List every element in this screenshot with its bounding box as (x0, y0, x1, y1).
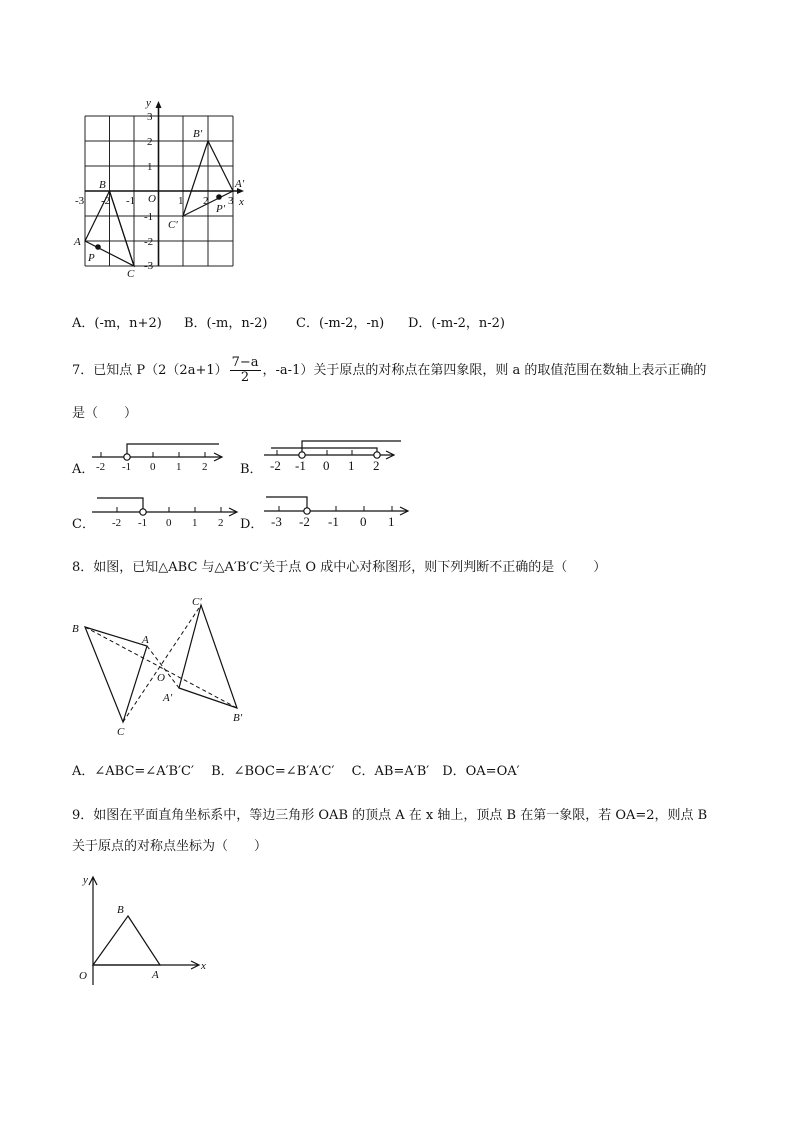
q6-point-p1 (216, 194, 222, 200)
q6-y-label: y (146, 97, 151, 109)
q6-option-b[interactable]: B．(-m，n-2) (184, 316, 268, 331)
q6-origin-label: O (148, 193, 156, 205)
q6-label-a: A (74, 236, 81, 248)
svg-text:-2: -2 (112, 517, 122, 529)
svg-text:1: 1 (176, 461, 182, 473)
q7-number-line-c[interactable] (90, 494, 240, 530)
q6-tick-y: -2 (144, 236, 154, 248)
q7-frac-num: 7−a (231, 355, 259, 370)
q6-point-p (95, 244, 101, 250)
q9-label-y: y (83, 874, 88, 886)
q7-option-c-label[interactable]: C． (72, 517, 95, 532)
q8-label-a1: A′ (163, 692, 173, 704)
q9-label-x: x (201, 960, 206, 972)
svg-text:-1: -1 (122, 461, 132, 473)
q7-option-a-label[interactable]: A． (72, 462, 95, 477)
q9-stem-line2: 关于原点的对称点坐标为（ ） (72, 839, 268, 854)
q8-label-b: B (72, 623, 79, 635)
q6-label-b1: B′ (193, 128, 203, 140)
svg-text:-1: -1 (295, 458, 306, 473)
svg-text:0: 0 (323, 458, 330, 473)
svg-text:-2: -2 (270, 458, 281, 473)
q9-triangle-oab (93, 916, 160, 965)
q8-label-c1: C′ (192, 596, 202, 608)
q9-label-o: O (79, 970, 87, 982)
q6-tick-x: 3 (228, 195, 234, 207)
svg-text:1: 1 (192, 517, 198, 529)
q8-label-o: O (157, 672, 165, 684)
q7-frac-den: 2 (240, 370, 250, 385)
svg-text:2: 2 (373, 458, 380, 473)
svg-text:0: 0 (150, 461, 156, 473)
svg-text:-2: -2 (96, 461, 106, 473)
q7-stem-part2: ，-a-1）关于原点的对称点在第四象限，则 a 的取值范围在数轴上表示正确的 (262, 363, 707, 378)
q7-number-line-a[interactable] (90, 438, 230, 474)
q8-stem: 8．如图，已知△ABC 与△A′B′C′关于点 O 成中心对称图形，则下列判断不正确的是（ ） (72, 560, 607, 575)
q6-tick-x: -2 (101, 195, 111, 207)
q6-label-c: C (127, 268, 135, 277)
q6-tick-x: -3 (75, 195, 85, 207)
q7-option-b-label[interactable]: B． (240, 462, 263, 477)
q8-label-b1: B′ (233, 712, 243, 724)
q6-option-c[interactable]: C．(-m-2，-n) (296, 316, 385, 331)
q7-fraction (230, 356, 261, 385)
q6-tick-x: 2 (203, 195, 209, 207)
q6-tick-x: -1 (126, 195, 136, 207)
svg-text:1: 1 (348, 458, 355, 473)
q6-x-label: x (239, 196, 244, 208)
q6-label-p1: P′ (216, 203, 226, 215)
q9-label-b: B (117, 904, 124, 916)
q6-label-c1: C′ (168, 219, 178, 231)
svg-text:-2: -2 (299, 514, 310, 529)
q6-grid-figure (70, 92, 260, 277)
q6-tick-y: 1 (147, 161, 153, 173)
q7-stem-part1: 7．已知点 P（2（2a+1） (72, 363, 228, 378)
q9-coordinate-figure (70, 868, 220, 988)
q7-stem (72, 356, 706, 385)
q9-label-a: A (152, 969, 159, 981)
q7-option-d-label[interactable]: D． (240, 517, 264, 532)
svg-text:0: 0 (360, 514, 367, 529)
q7-number-line-d[interactable] (260, 492, 410, 532)
q6-tick-y: -3 (144, 260, 154, 272)
svg-text:2: 2 (202, 461, 208, 473)
q6-tick-x: 1 (178, 195, 184, 207)
svg-text:-1: -1 (138, 517, 148, 529)
q8-label-c: C (117, 726, 125, 738)
q8-central-symmetry-figure (66, 590, 256, 740)
q6-label-b: B (99, 179, 106, 191)
svg-text:-3: -3 (271, 514, 282, 529)
q9-stem-line1: 9．如图在平面直角坐标系中，等边三角形 OAB 的顶点 A 在 x 轴上，顶点 B 在第一象限，若 OA=2，则点 B (72, 808, 708, 823)
q6-label-p: P (88, 252, 95, 264)
q6-tick-y: 3 (147, 111, 153, 123)
svg-text:1: 1 (388, 514, 395, 529)
svg-text:0: 0 (166, 517, 172, 529)
q8-label-a: A (142, 634, 149, 646)
q6-label-a1: A′ (235, 178, 245, 190)
q8-options[interactable]: A．∠ABC=∠A′B′C′ B．∠BOC=∠B′A′C′ C．AB=A′B′ D．OA=OA′ (72, 764, 520, 779)
q7-number-line-b[interactable] (260, 436, 410, 476)
q6-option-a[interactable]: A．(-m，n+2) (72, 316, 162, 331)
q8-triangle-a1b1c1 (179, 605, 237, 708)
svg-text:2: 2 (218, 517, 224, 529)
q6-tick-y: -1 (144, 211, 154, 223)
svg-text:-1: -1 (328, 514, 339, 529)
q6-tick-y: 2 (147, 136, 153, 148)
q6-option-d[interactable]: D．(-m-2，n-2) (408, 316, 505, 331)
q7-stem-line2: 是（ ） (72, 406, 138, 421)
q8-triangle-abc (85, 627, 147, 722)
